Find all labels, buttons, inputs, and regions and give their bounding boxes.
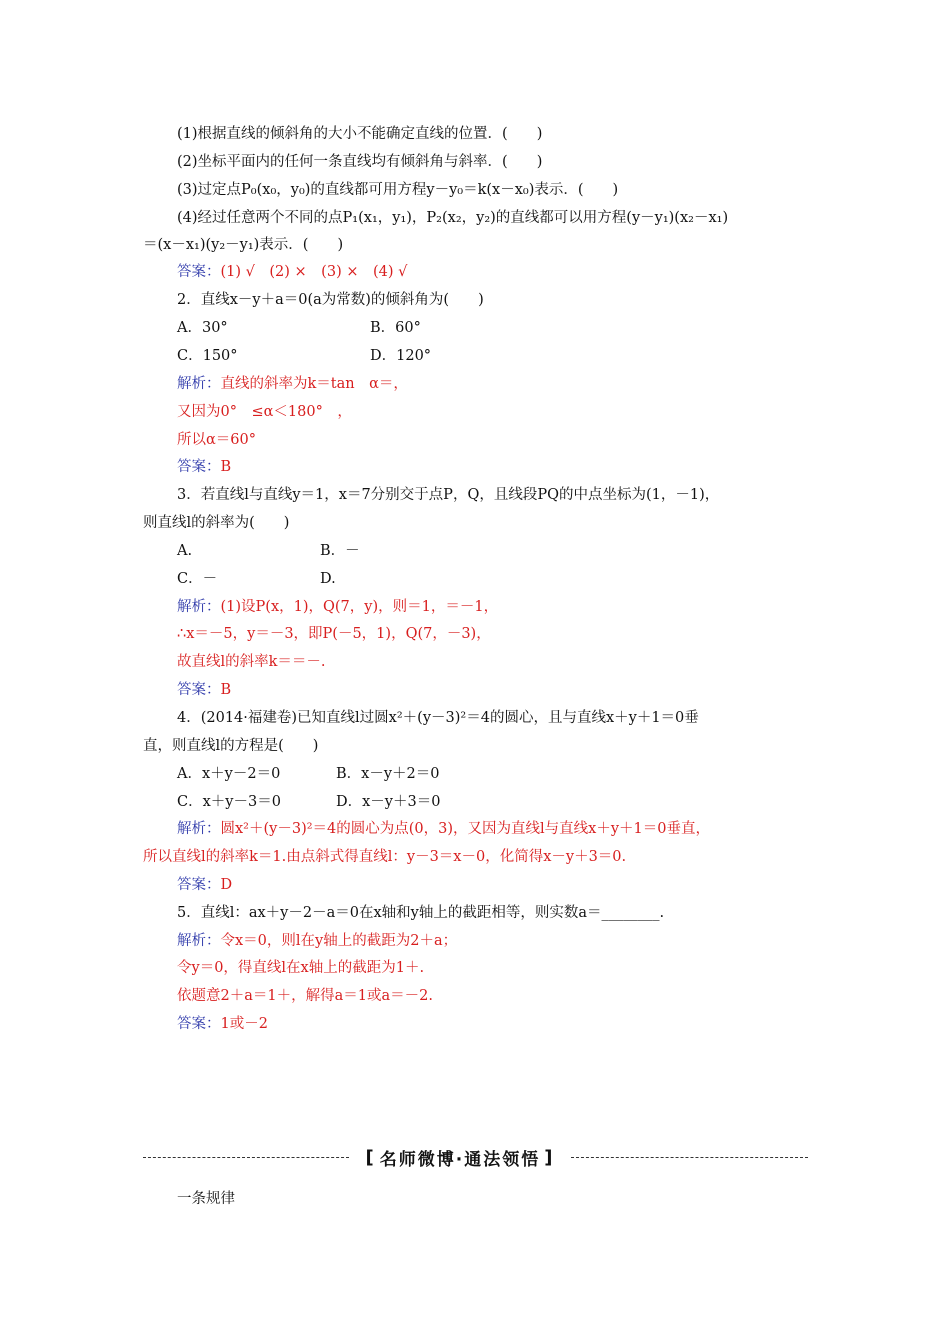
q1-item-3: (3)过定点P₀(x₀，y₀)的直线都可用方程y－y₀＝k(x－x₀)表示．( ) bbox=[177, 182, 619, 198]
analysis-label: 解析： bbox=[177, 821, 221, 837]
q5-analysis-1 bbox=[177, 931, 457, 951]
q3-option-d: D. bbox=[320, 571, 336, 587]
q4-option-d: D．x－y＋3＝0 bbox=[336, 794, 441, 810]
q4-analysis-2: 所以直线l的斜率k＝1.由点斜式得直线l：y－3＝x－0，化简得x－y＋3＝0. bbox=[143, 849, 627, 865]
q2-option-b: B．60° bbox=[370, 320, 421, 336]
analysis-label: 解析： bbox=[177, 933, 221, 949]
answer-label: 答案： bbox=[177, 1016, 221, 1032]
q1-item-1: (1)根据直线的倾斜角的大小不能确定直线的位置．( ) bbox=[177, 126, 543, 142]
footer-heading: 一条规律 bbox=[177, 1191, 235, 1207]
q4-stem-1: 4．(2014·福建卷)已知直线l过圆x²＋(y－3)²＝4的圆心，且与直线x＋y＋1＝0垂 bbox=[177, 710, 699, 726]
q4-stem-2: 直，则直线l的方程是( ) bbox=[143, 738, 319, 754]
analysis-text: 直线的斜率为k＝tan α＝， bbox=[220, 376, 408, 392]
banner-right-bracket: ] bbox=[544, 1146, 555, 1168]
analysis-label: 解析： bbox=[177, 599, 221, 615]
q3-option-c: C．－ bbox=[177, 571, 218, 587]
analysis-text: 圆x²＋(y－3)²＝4的圆心为点(0，3)，又因为直线l与直线x＋y＋1＝0垂直， bbox=[220, 821, 710, 837]
analysis-text: (1)设P(x，1)，Q(7，y)，则＝1，＝－1， bbox=[220, 599, 499, 615]
q5-analysis-3: 依题意2＋a＝1＋，解得a＝1或a＝－2. bbox=[177, 988, 433, 1004]
q2-answer bbox=[177, 457, 231, 477]
q4-analysis-1 bbox=[177, 819, 710, 839]
q4-option-a: A．x＋y－2＝0 bbox=[177, 766, 281, 782]
q4-answer bbox=[177, 875, 232, 895]
q1-answer bbox=[177, 262, 407, 282]
q3-option-b: B．－ bbox=[320, 543, 360, 559]
q2-stem: 2．直线x－y＋a＝0(a为常数)的倾斜角为( ) bbox=[177, 292, 484, 308]
q2-analysis-1 bbox=[177, 374, 408, 394]
q5-analysis-2: 令y＝0，得直线l在x轴上的截距为1＋. bbox=[177, 960, 425, 976]
divider-dash-right bbox=[571, 1157, 808, 1158]
divider-dash-left bbox=[143, 1157, 349, 1158]
q2-analysis-2: 又因为0° ≤α＜180° ， bbox=[177, 404, 352, 420]
section-banner bbox=[351, 1144, 569, 1170]
q4-option-c: C．x＋y－3＝0 bbox=[177, 794, 281, 810]
answer-label: 答案： bbox=[177, 877, 221, 893]
q2-analysis-3: 所以α＝60° bbox=[177, 432, 256, 448]
q3-answer bbox=[177, 680, 231, 700]
answer-value: B bbox=[220, 682, 232, 698]
q3-option-a: A. bbox=[177, 543, 193, 559]
q4-option-b: B．x－y＋2＝0 bbox=[336, 766, 440, 782]
q2-option-c: C．150° bbox=[177, 348, 238, 364]
answer-value: 1或－2 bbox=[220, 1016, 268, 1032]
q5-answer bbox=[177, 1014, 268, 1034]
analysis-label: 解析： bbox=[177, 376, 221, 392]
q2-option-a: A．30° bbox=[177, 320, 228, 336]
answer-label: 答案： bbox=[177, 264, 221, 280]
q3-analysis-3: 故直线l的斜率k＝＝－. bbox=[177, 654, 326, 670]
q3-analysis-1 bbox=[177, 597, 498, 617]
q5-stem: 5．直线l：ax＋y－2－a＝0在x轴和y轴上的截距相等，则实数a＝________. bbox=[177, 905, 665, 921]
banner-title: 名师微博·通法领悟 bbox=[379, 1149, 541, 1170]
banner-left-bracket: [ bbox=[365, 1146, 376, 1168]
answer-value: (1) √ (2) × (3) × (4) √ bbox=[220, 264, 408, 280]
q1-item-4-cont: ＝(x－x₁)(y₂－y₁)表示．( ) bbox=[143, 237, 344, 253]
q3-stem-1: 3．若直线l与直线y＝1，x＝7分别交于点P，Q，且线段PQ的中点坐标为(1，－1)， bbox=[177, 487, 720, 503]
answer-value: D bbox=[220, 877, 233, 893]
q1-item-2: (2)坐标平面内的任何一条直线均有倾斜角与斜率．( ) bbox=[177, 154, 543, 170]
answer-label: 答案： bbox=[177, 459, 221, 475]
q3-analysis-2: ∴x＝－5，y＝－3，即P(－5，1)，Q(7，－3)， bbox=[177, 626, 491, 642]
answer-value: B bbox=[220, 459, 232, 475]
q3-stem-2: 则直线l的斜率为( ) bbox=[143, 515, 290, 531]
analysis-text: 令x＝0，则l在y轴上的截距为2＋a； bbox=[220, 933, 458, 949]
q2-option-d: D．120° bbox=[370, 348, 432, 364]
q1-item-4: (4)经过任意两个不同的点P₁(x₁，y₁)，P₂(x₂，y₂)的直线都可以用方程(y－y₁)(x₂－x₁) bbox=[177, 210, 729, 226]
answer-label: 答案： bbox=[177, 682, 221, 698]
section-divider bbox=[143, 1140, 808, 1176]
